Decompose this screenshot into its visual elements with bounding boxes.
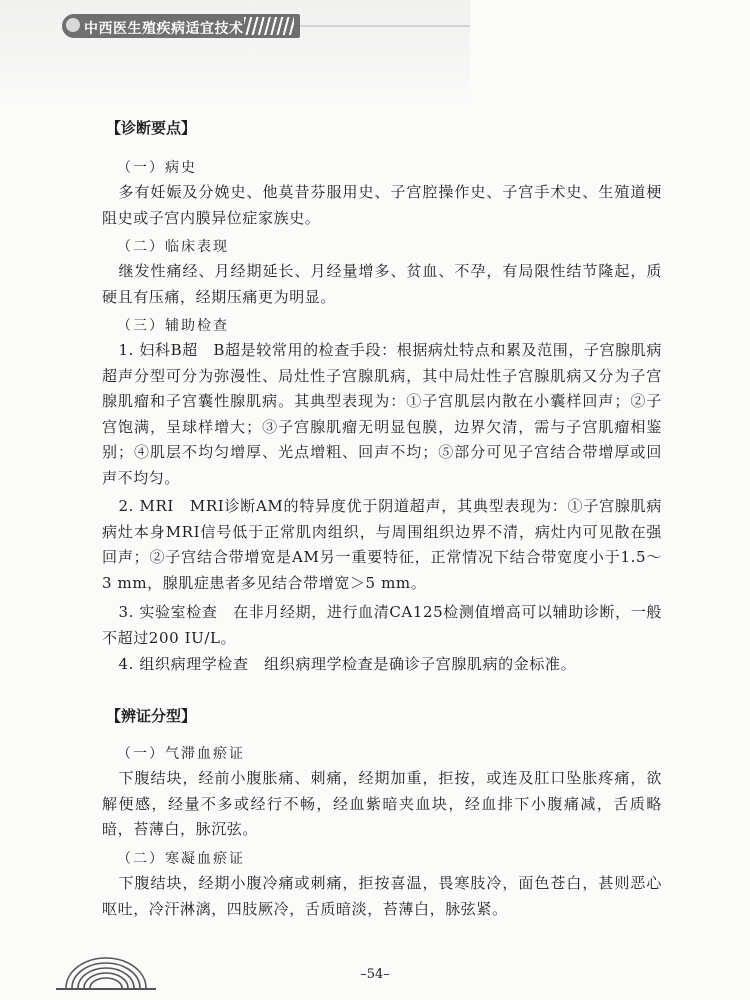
paragraph-cold-coagulation: 下腹结块，经期小腹冷痛或刺痛，拒按喜温，畏寒肢冷，面色苍白，甚则恶心呕吐，冷汗淋漓，四肢厥冷，舌质暗淡，苔薄白，脉弦紧。: [102, 874, 662, 918]
paragraph-mri: 2. MRI MRI诊断AM的特异度优于阴道超声，其典型表现为：①子宫腺肌病病灶本身MRI信号低于正常肌肉组织，与周围组织边界不清，病灶内可见散在强回声；②子宫结合带增宽是AM另一重要特征，正常情况下结合带宽度小于1.5～3 mm，腺肌症患者多见结合带增宽＞5 mm。: [102, 497, 662, 592]
subheading-qi-stagnation: （一）气滞血瘀证: [117, 746, 245, 762]
subheading-history: （一）病史: [117, 160, 197, 176]
header-stripes: [244, 17, 294, 35]
page-number: –54–: [360, 967, 390, 982]
paragraph-clinical: 继发性痛经、月经期延长、月经量增多、贫血、不孕，有局限性结节隆起，质硬且有压痛，经期压痛更为明显。: [102, 262, 662, 306]
book-logo-icon: [66, 18, 80, 32]
paragraph-lab: 3. 实验室检查 在非月经期，进行血清CA125检测值增高可以辅助诊断，一般不超过200 IU/L。: [102, 603, 662, 647]
paragraph-qi-stagnation: 下腹结块，经前小腹胀痛、刺痛，经期加重，拒按，或连及肛口坠胀疼痛，欲解便感，经量不多或经行不畅，经血紫暗夹血块，经血排下小腹痛减，舌质略暗，苔薄白，脉沉弦。: [102, 769, 662, 838]
subheading-auxiliary: （三）辅助检查: [117, 318, 229, 334]
section-heading-syndrome: 【辨证分型】: [106, 707, 197, 725]
running-header: [0, 0, 470, 105]
paragraph-history: 多有妊娠及分娩史、他莫昔芬服用史、子宫腔操作史、子宫手术史、生殖道梗阻史或子宫内膜异位症家族史。: [102, 183, 662, 227]
book-title: 中西医生殖疾病适宜技术: [84, 21, 244, 37]
section-heading-diagnosis: 【诊断要点】: [106, 119, 197, 137]
paragraph-ultrasound: 1. 妇科B超 B超是较常用的检查手段：根据病灶特点和累及范围，子宫腺肌病超声分型可分为弥漫性、局灶性子宫腺肌病，其中局灶性子宫腺肌病又分为子宫腺肌瘤和子宫囊性腺肌病。其典型表现为：①子宫肌层内散在小囊样回声；②子宫饱满，呈球样增大；③子宫腺肌瘤无明显包膜，边界欠清，需与子宫肌瘤相鉴别；④肌层不均匀增厚、光点增粗、回声不均；⑤部分可见子宫结合带增厚或回声不均匀。: [102, 341, 662, 487]
subheading-clinical: （二）临床表现: [117, 239, 229, 255]
paragraph-pathology: 4. 组织病理学检查 组织病理学检查是确诊子宫腺肌病的金标准。: [118, 655, 577, 673]
subheading-cold-coagulation: （二）寒凝血瘀证: [117, 851, 245, 867]
header-rule: [300, 25, 470, 27]
